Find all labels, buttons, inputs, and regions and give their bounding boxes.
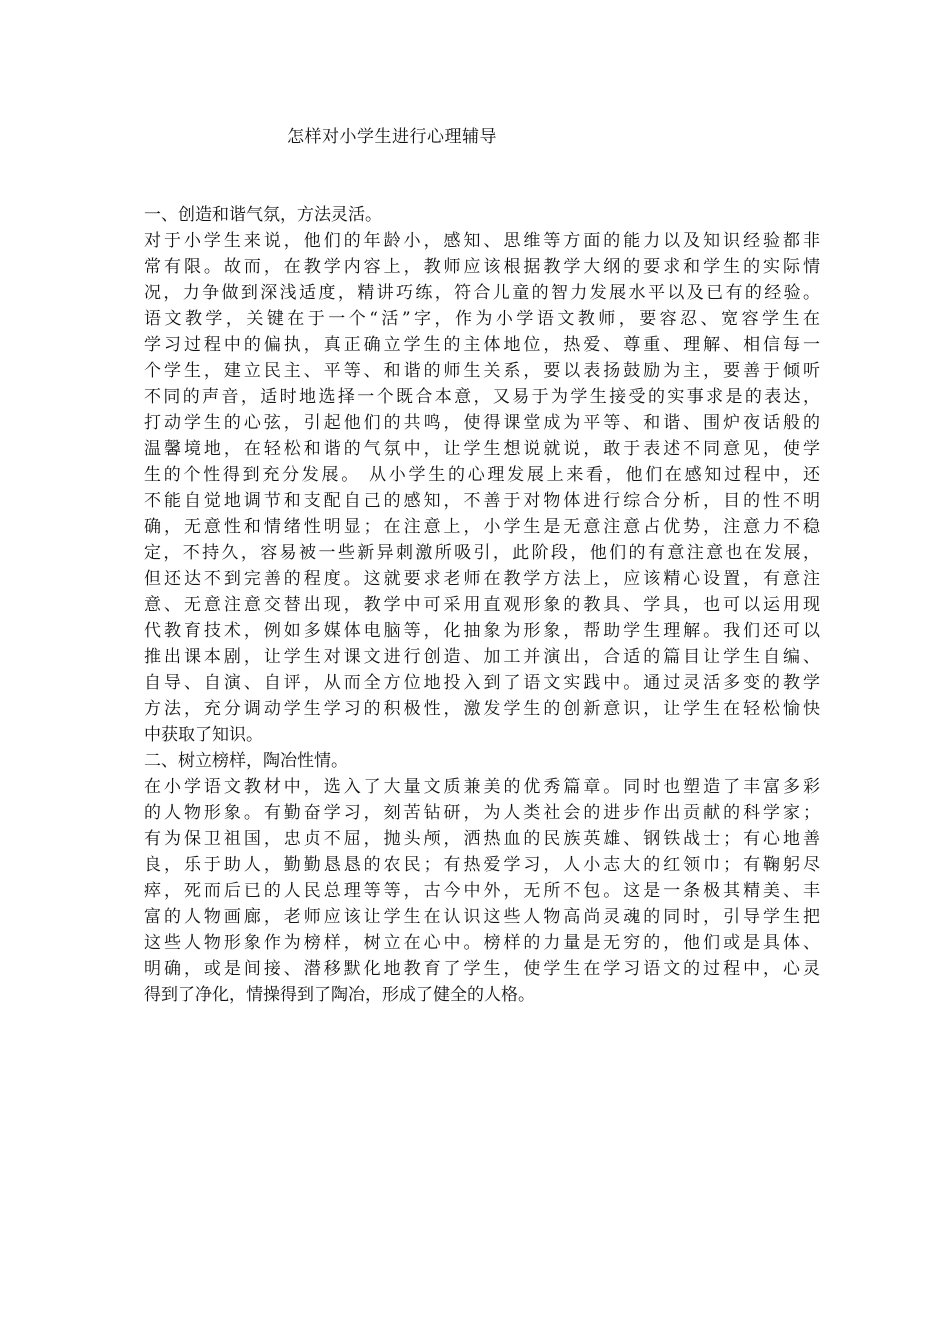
paragraph-line: 良，乐于助人，勤勤恳恳的农民；有热爱学习，人小志大的红领巾；有鞠躬尽 [144, 855, 820, 875]
paragraph-line: 温馨境地，在轻松和谐的气氛中，让学生想说就说，敢于表述不同意见，使学 [144, 439, 820, 459]
paragraph-line: 况，力争做到深浅适度，精讲巧练，符合儿童的智力发展水平以及已有的经验。 [144, 283, 820, 303]
paragraph-line: 有为保卫祖国，忠贞不屈，抛头颅，洒热血的民族英雄、钢铁战士；有心地善 [144, 829, 820, 849]
paragraph-line: 常有限。故而，在教学内容上，教师应该根据教学大纲的要求和学生的实际情 [144, 257, 820, 277]
paragraph-line: 打动学生的心弦，引起他们的共鸣，使得课堂成为平等、和谐、围炉夜话般的 [144, 413, 820, 433]
document-title: 怎样对小学生进行心理辅导 [287, 127, 497, 147]
paragraph-line: 推出课本剧，让学生对课文进行创造、加工并演出，合适的篇目让学生自编、 [144, 647, 820, 667]
section-heading: 二、树立榜样，陶冶性情。 [144, 751, 348, 771]
paragraph-line: 在小学语文教材中，选入了大量文质兼美的优秀篇章。同时也塑造了丰富多彩 [144, 777, 820, 797]
document-body [144, 202, 820, 1008]
paragraph-line: 但还达不到完善的程度。这就要求老师在教学方法上，应该精心设置，有意注 [144, 569, 820, 589]
paragraph-line: 个学生，建立民主、平等、和谐的师生关系，要以表扬鼓励为主，要善于倾听 [144, 361, 820, 381]
section-heading: 一、创造和谐气氛，方法灵活。 [144, 205, 382, 225]
paragraph-line: 瘁，死而后已的人民总理等等，古今中外，无所不包。这是一条极其精美、丰 [144, 881, 820, 901]
paragraph-line: 确，无意性和情绪性明显；在注意上，小学生是无意注意占优势，注意力不稳 [144, 517, 820, 537]
paragraph-line: 意、无意注意交替出现，教学中可采用直观形象的教具、学具，也可以运用现 [144, 595, 820, 615]
paragraph-line: 代教育技术，例如多媒体电脑等，化抽象为形象，帮助学生理解。我们还可以 [144, 621, 820, 641]
paragraph-line: 得到了净化，情操得到了陶冶，形成了健全的人格。 [144, 985, 535, 1005]
paragraph-line: 不同的声音，适时地选择一个既合本意，又易于为学生接受的实事求是的表达， [144, 387, 820, 407]
paragraph-line: 定，不持久，容易被一些新异刺激所吸引，此阶段，他们的有意注意也在发展， [144, 543, 820, 563]
paragraph-line: 自导、自演、自评，从而全方位地投入到了语文实践中。通过灵活多变的教学 [144, 673, 820, 693]
paragraph-line: 语文教学，关键在于一个“活”字，作为小学语文教师，要容忍、宽容学生在 [144, 309, 820, 329]
paragraph-line: 学习过程中的偏执，真正确立学生的主体地位，热爱、尊重、理解、相信每一 [144, 335, 820, 355]
paragraph-line: 这些人物形象作为榜样，树立在心中。榜样的力量是无穷的，他们或是具体、 [144, 933, 820, 953]
paragraph-line: 中获取了知识。 [144, 725, 263, 745]
paragraph-line: 方法，充分调动学生学习的积极性，激发学生的创新意识，让学生在轻松愉快 [144, 699, 820, 719]
paragraph-line: 的人物形象。有勤奋学习，刻苦钻研，为人类社会的进步作出贡献的科学家； [144, 803, 820, 823]
paragraph-line: 明确，或是间接、潜移默化地教育了学生，使学生在学习语文的过程中，心灵 [144, 959, 820, 979]
paragraph-line: 富的人物画廊，老师应该让学生在认识这些人物高尚灵魂的同时，引导学生把 [144, 907, 820, 927]
paragraph-line: 对于小学生来说，他们的年龄小，感知、思维等方面的能力以及知识经验都非 [144, 231, 820, 251]
paragraph-line: 生的个性得到充分发展。 从小学生的心理发展上来看，他们在感知过程中，还 [144, 465, 820, 485]
paragraph-line: 不能自觉地调节和支配自己的感知，不善于对物体进行综合分析，目的性不明 [144, 491, 820, 511]
